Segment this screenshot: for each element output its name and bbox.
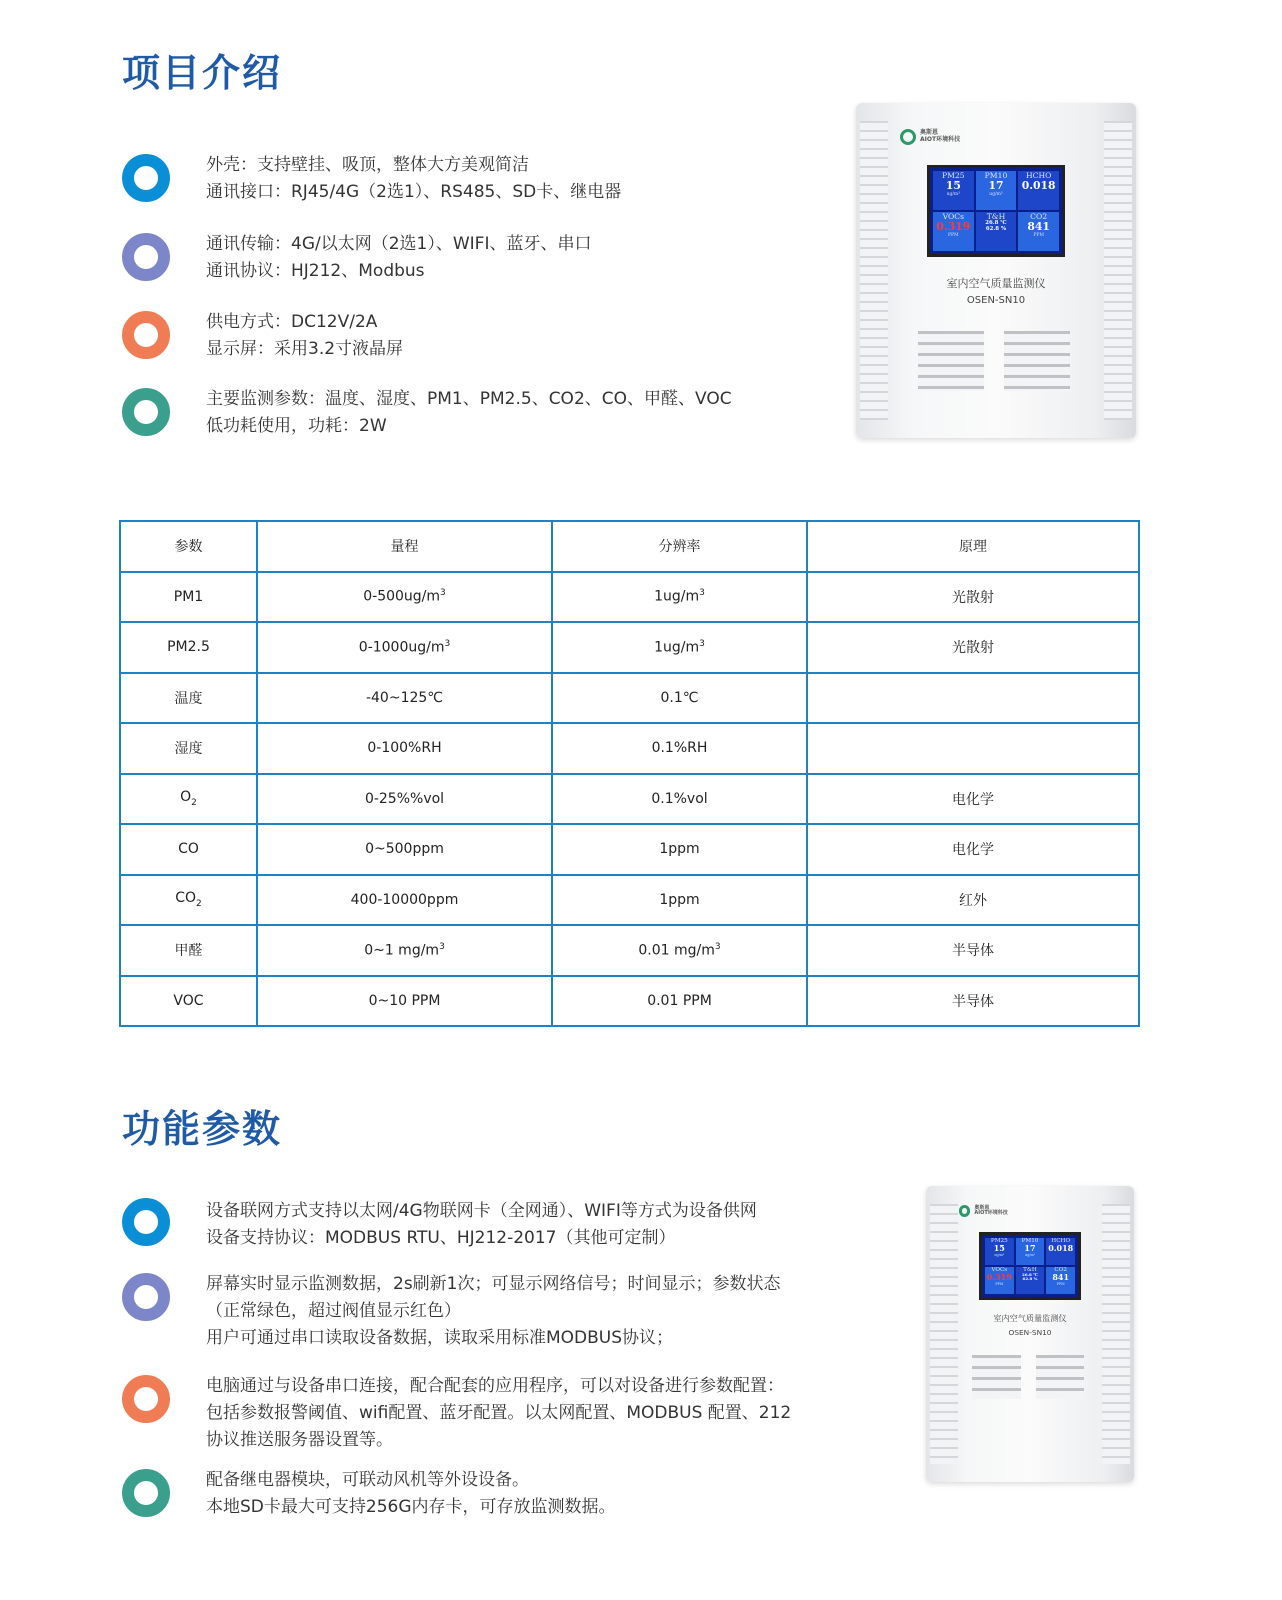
logo-text — [974, 1206, 1007, 1217]
table-header-cell: 分辨率 — [552, 521, 807, 572]
cell-text: 0.1℃ — [660, 689, 699, 706]
screen-cell — [976, 171, 1017, 210]
screen-value: 0.018 — [1021, 179, 1056, 192]
table-cell — [120, 875, 257, 926]
screen-cell — [933, 171, 974, 210]
table-cell — [552, 572, 807, 623]
table-cell — [120, 774, 257, 825]
feature-text-line: 供电方式：DC12V/2A — [206, 312, 378, 332]
screen-label: PM10 — [984, 171, 1008, 180]
screen-unit: ug/m³ — [994, 1252, 1005, 1257]
screen-label: T&H — [1023, 1266, 1037, 1273]
table-cell — [552, 673, 807, 724]
table-row — [120, 774, 1139, 825]
table-cell — [257, 774, 552, 825]
cell-text: 400-10000ppm — [350, 891, 459, 908]
screen-cell — [1016, 1267, 1045, 1294]
cell-text: CO — [175, 890, 197, 907]
table-cell — [807, 925, 1139, 976]
cell-text: 光散射 — [952, 640, 994, 657]
screen-value: 15 — [945, 179, 961, 192]
table-cell — [807, 875, 1139, 926]
table-header-cell: 原理 — [807, 521, 1139, 572]
screen-unit: PPM — [1056, 1281, 1065, 1286]
feature-text-line: 本地SD卡最大可支持256G内存卡，可存放监测数据。 — [206, 1497, 616, 1517]
logo-subtitle: AIOT环境科技 — [920, 136, 961, 143]
table-cell — [552, 925, 807, 976]
screen-label: PM25 — [990, 1237, 1008, 1244]
screen-cell — [976, 212, 1017, 251]
screen-cell — [985, 1238, 1014, 1265]
cell-text: 湿度 — [174, 741, 203, 758]
feature-text-line: 通讯传输：4G/以太网（2选1）、WIFI、蓝牙、串口 — [206, 234, 592, 254]
cell-superscript: 3 — [714, 941, 721, 952]
feature-text-line: 通讯协议：HJ212、Modbus — [206, 261, 425, 281]
feature-text-line: 设备支持协议：MODBUS RTU、HJ212-2017（其他可定制） — [206, 1228, 676, 1248]
screen-unit: ug/m³ — [989, 191, 1003, 197]
table-cell — [807, 824, 1139, 875]
cell-text: 电化学 — [952, 791, 994, 808]
table-cell — [120, 622, 257, 673]
screen-value: 17 — [988, 179, 1004, 192]
front-vent-right — [1004, 331, 1070, 391]
table-cell — [552, 875, 807, 926]
teal-ring-icon — [122, 1469, 170, 1517]
logo-name: 奥斯恩 — [920, 129, 939, 137]
table-cell — [257, 673, 552, 724]
cell-text: 1ug/m — [654, 639, 700, 656]
section-title-function: 功能参数 — [122, 1107, 283, 1151]
table-header-cell: 量程 — [257, 521, 552, 572]
table-cell — [120, 925, 257, 976]
table-cell — [120, 723, 257, 774]
spec-table — [119, 520, 1140, 1027]
screen-value: 26.8 ℃ 62.8 % — [1022, 1271, 1038, 1282]
cell-text: O — [180, 789, 192, 806]
table-cell — [552, 976, 807, 1027]
table-row — [120, 673, 1139, 724]
screen-cell — [1046, 1267, 1075, 1294]
device-screen — [979, 1232, 1081, 1300]
cell-superscript: 3 — [440, 588, 446, 599]
teal-ring-icon — [122, 388, 170, 436]
screen-unit: PPM — [947, 232, 959, 238]
screen-value: 0.319 — [936, 220, 971, 233]
cell-text: 0~500ppm — [365, 841, 444, 858]
cell-text: 0.01 PPM — [647, 992, 712, 1009]
table-row — [120, 824, 1139, 875]
table-row — [120, 572, 1139, 623]
screen-label: CO2 — [1030, 212, 1048, 221]
table-cell — [807, 572, 1139, 623]
cell-text: 0.1%vol — [651, 790, 708, 807]
feature-text-line: 电脑通过与设备串口连接，配合配套的应用程序，可以对设备进行参数配置： — [206, 1376, 784, 1396]
cell-superscript: 3 — [699, 638, 705, 649]
feature-text-line: 包括参数报警阈值、wifi配置、蓝牙配置。以太网配置、MODBUS 配置、212 — [206, 1403, 792, 1423]
screen-label: PM25 — [941, 171, 965, 180]
feature-text-line: 外壳：支持壁挂、吸顶，整体大方美观简洁 — [206, 155, 529, 175]
cell-superscript: 3 — [699, 588, 705, 599]
feature-text-line: 主要监测参数：温度、湿度、PM1、PM2.5、CO2、CO、甲醛、VOC — [206, 389, 732, 409]
cell-text: 红外 — [959, 892, 987, 909]
screen-value: 15 — [993, 1242, 1005, 1253]
logo-ring-icon — [959, 1205, 971, 1217]
screen-unit: PPM — [1033, 232, 1044, 238]
cell-text: 半导体 — [952, 993, 994, 1010]
front-vent-left — [918, 331, 984, 391]
screen-value: 841 — [1027, 220, 1050, 233]
logo-subtitle: AIOT环境科技 — [974, 1210, 1008, 1217]
feature-text-line: 屏幕实时显示监测数据，2s刷新1次；可显示网络信号；时间显示；参数状态 — [206, 1274, 781, 1294]
device-model: OSEN-SN10 — [966, 295, 1026, 306]
cell-text: 半导体 — [952, 943, 994, 960]
table-row — [120, 875, 1139, 926]
device-image-large — [856, 103, 1136, 438]
feature-text-line: （正常绿色，超过阀值显示红色） — [206, 1301, 461, 1321]
cell-text: 电化学 — [952, 842, 994, 859]
feature-text-line: 配备继电器模块，可联动风机等外设设备。 — [206, 1470, 529, 1490]
table-cell — [257, 925, 552, 976]
cell-subscript: 2 — [191, 798, 197, 809]
cell-text: 1ppm — [659, 891, 700, 908]
cell-text: VOC — [173, 992, 204, 1009]
table-cell — [552, 774, 807, 825]
device-logo — [900, 129, 960, 145]
table-row — [120, 723, 1139, 774]
table-cell — [120, 572, 257, 623]
feature-text-line: 设备联网方式支持以太网/4G物联网卡（全网通）、WIFI等方式为设备供网 — [206, 1201, 757, 1221]
screen-value: 26.8 ℃ 62.8 % — [985, 220, 1007, 232]
section-title-intro: 项目介绍 — [122, 51, 283, 95]
table-cell — [257, 723, 552, 774]
front-vent-left — [972, 1355, 1021, 1399]
table-row — [120, 925, 1139, 976]
side-vent-left — [860, 121, 888, 420]
table-cell — [257, 622, 552, 673]
screen-unit: ug/m³ — [946, 191, 961, 197]
table-cell — [807, 673, 1139, 724]
cell-text: 0~10 PPM — [368, 992, 441, 1009]
cell-text: 温度 — [174, 690, 203, 707]
cell-text: 1ug/m — [654, 589, 700, 606]
orange-ring-icon — [122, 311, 170, 359]
cell-text: 0-500ug/m — [363, 589, 441, 606]
blue-ring-icon — [122, 1198, 170, 1246]
device-screen — [927, 165, 1065, 257]
screen-label: HCHO — [1025, 171, 1052, 180]
feature-text-line: 显示屏：采用3.2寸液晶屏 — [206, 339, 404, 359]
logo-name: 奥斯恩 — [974, 1204, 990, 1211]
logo-ring-icon — [900, 129, 916, 145]
screen-cell — [1046, 1238, 1075, 1265]
table-row — [120, 622, 1139, 673]
feature-text-line: 通讯接口：RJ45/4G（2选1）、RS485、SD卡、继电器 — [206, 182, 622, 202]
purple-ring-icon — [122, 1273, 170, 1321]
cell-subscript: 2 — [196, 899, 202, 910]
logo-text — [920, 130, 960, 143]
screen-label: PM10 — [1021, 1237, 1039, 1244]
table-cell — [120, 976, 257, 1027]
blue-ring-icon — [122, 154, 170, 202]
table-cell — [552, 824, 807, 875]
feature-text-line: 用户可通过串口读取设备数据，读取采用标准MODBUS协议； — [206, 1328, 674, 1348]
cell-text: -40~125℃ — [365, 689, 444, 706]
screen-label: CO2 — [1054, 1266, 1067, 1273]
device-logo — [959, 1205, 1008, 1217]
cell-text: 0-25%%vol — [364, 790, 445, 807]
table-cell — [120, 824, 257, 875]
screen-label: HCHO — [1051, 1237, 1071, 1244]
table-cell — [257, 572, 552, 623]
table-cell — [807, 976, 1139, 1027]
cell-text: 光散射 — [952, 589, 994, 606]
table-cell — [257, 976, 552, 1027]
table-cell — [257, 875, 552, 926]
screen-cell — [1018, 171, 1059, 210]
table-header-cell: 参数 — [120, 521, 257, 572]
table-cell — [807, 723, 1139, 774]
screen-cell — [1018, 212, 1059, 251]
screen-unit: ug/m³ — [1025, 1252, 1035, 1257]
table-cell — [257, 824, 552, 875]
cell-text: 0-1000ug/m — [358, 639, 445, 656]
cell-text: 1ppm — [659, 841, 700, 858]
table-cell — [807, 774, 1139, 825]
screen-value: 17 — [1024, 1242, 1036, 1253]
screen-cell — [933, 212, 974, 251]
cell-text: 0~1 mg/m — [364, 942, 440, 959]
device-model: OSEN-SN10 — [1008, 1328, 1052, 1338]
purple-ring-icon — [122, 233, 170, 281]
feature-text-line: 协议推送服务器设置等。 — [206, 1430, 393, 1450]
cell-text: 甲醛 — [174, 943, 203, 960]
device-name: 室内空气质量监测仪 — [946, 277, 1046, 290]
cell-superscript: 3 — [439, 941, 445, 952]
screen-label: T&H — [986, 212, 1006, 221]
cell-superscript: 3 — [444, 638, 451, 649]
cell-text: PM1 — [173, 588, 204, 605]
orange-ring-icon — [122, 1375, 170, 1423]
table-cell — [807, 622, 1139, 673]
table-cell — [552, 723, 807, 774]
cell-text: 0.01 mg/m — [638, 942, 715, 959]
screen-cell — [985, 1267, 1014, 1294]
side-vent-right — [1104, 121, 1132, 420]
cell-text: PM2.5 — [167, 639, 210, 656]
screen-value: 0.319 — [986, 1271, 1012, 1282]
feature-text-line: 低功耗使用，功耗：2W — [206, 416, 387, 436]
screen-unit: PPM — [995, 1281, 1004, 1286]
screen-value: 841 — [1052, 1271, 1070, 1282]
screen-label: VOCs — [942, 212, 965, 221]
table-cell — [552, 622, 807, 673]
cell-text: 0.1%RH — [651, 740, 708, 757]
cell-text: CO — [178, 841, 199, 858]
screen-cell — [1016, 1238, 1045, 1265]
device-image-small — [926, 1186, 1134, 1482]
screen-value: 0.018 — [1048, 1242, 1074, 1253]
table-cell — [120, 673, 257, 724]
cell-text: 0-100%RH — [367, 740, 442, 757]
table-row — [120, 976, 1139, 1027]
screen-label: VOCs — [991, 1266, 1008, 1273]
device-name: 室内空气质量监测仪 — [993, 1313, 1067, 1324]
front-vent-right — [1036, 1355, 1085, 1399]
